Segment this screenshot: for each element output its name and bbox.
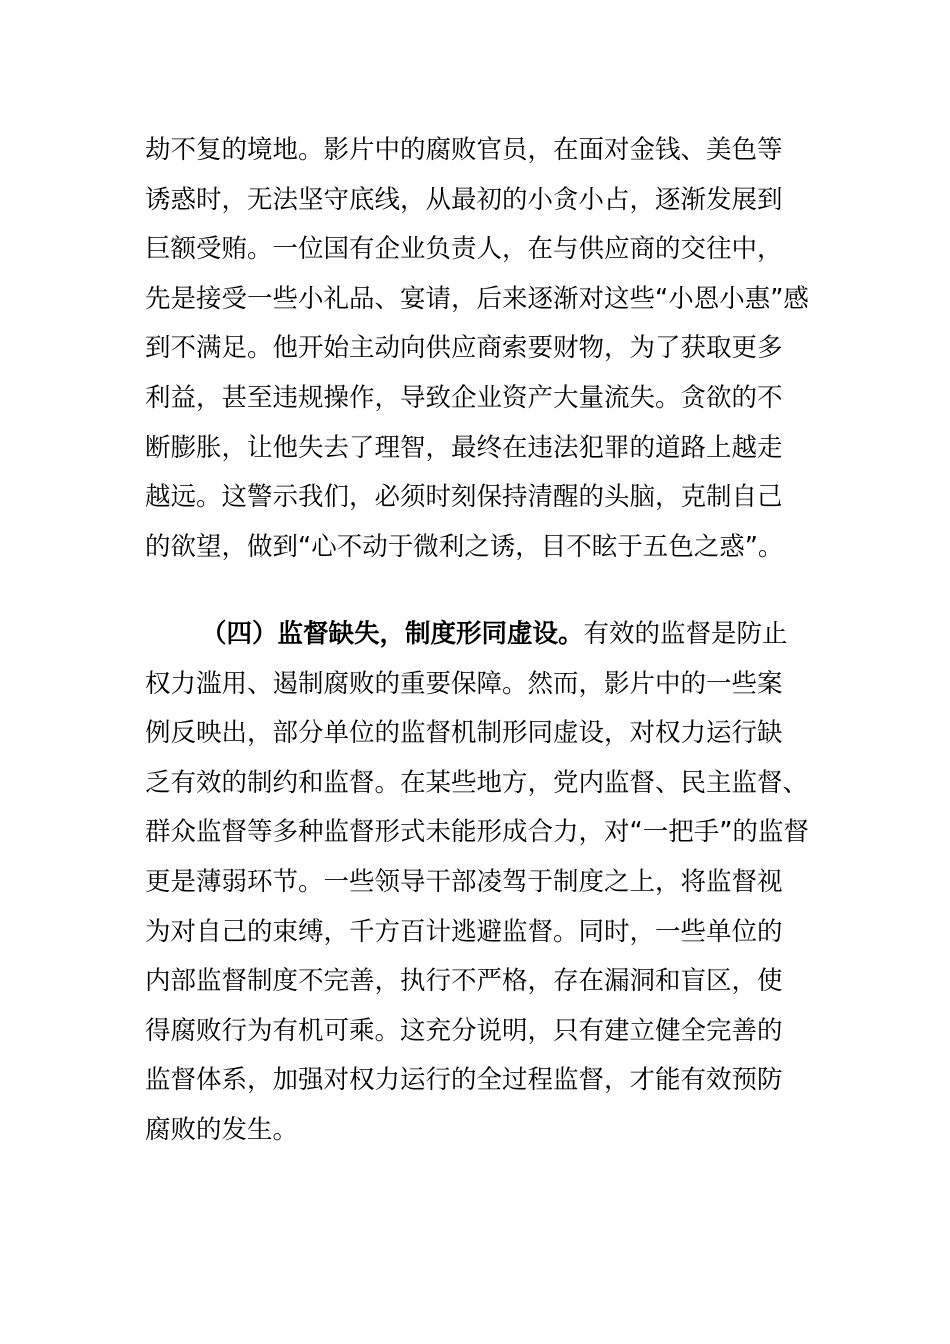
- text-line: 越远。这警示我们，必须时刻保持清醒的头脑，克制自己: [145, 482, 783, 513]
- text-line: 到不满足。他开始主动向供应商索要财物，为了获取更多: [145, 333, 783, 364]
- text-line: 群众监督等多种监督形式未能形成合力，对“一把手”的监督: [145, 817, 809, 848]
- text-line: 得腐败行为有机可乘。这充分说明，只有建立健全完善的: [145, 1015, 783, 1046]
- text-line: 内部监督制度不完善，执行不严格，存在漏洞和盲区，使: [145, 966, 783, 997]
- text-line: 腐败的发生。: [145, 1114, 299, 1145]
- text-line: 权力滥用、遏制腐败的重要保障。然而，影片中的一些案: [145, 668, 783, 699]
- paragraph-first-line: [145, 610, 805, 660]
- text-line: 劫不复的境地。影片中的腐败官员，在面对金钱、美色等: [145, 135, 783, 165]
- text-line: 乏有效的制约和监督。在某些地方，党内监督、民主监督、: [145, 767, 809, 798]
- text-line: 断膨胀，让他失去了理智，最终在违法犯罪的道路上越走: [145, 432, 783, 463]
- section-heading: （四）监督缺失，制度形同虚设。: [201, 619, 584, 649]
- text-line: 例反映出，部分单位的监督机制形同虚设，对权力运行缺: [145, 718, 783, 749]
- text-line: 更是薄弱环节。一些领导干部凌驾于制度之上，将监督视: [145, 866, 783, 897]
- body-paragraph-supervision: [145, 610, 809, 1156]
- text-run: 有效的监督是防止: [583, 619, 788, 649]
- text-line: 先是接受一些小礼品、宴请，后来逐渐对这些“小恩小惠”感: [145, 283, 809, 314]
- body-paragraph-greed: [145, 126, 809, 572]
- text-line: 的欲望，做到“心不动于微利之诱，目不眩于五色之惑”。: [145, 531, 784, 562]
- text-line: 监督体系，加强对权力运行的全过程监督，才能有效预防: [145, 1065, 783, 1096]
- text-line: 为对自己的束缚，千方百计逃避监督。同时，一些单位的: [145, 916, 783, 947]
- text-line: 利益，甚至违规操作，导致企业资产大量流失。贪欲的不: [145, 382, 783, 413]
- text-line: 巨额受贿。一位国有企业负责人，在与供应商的交往中，: [145, 234, 783, 265]
- text-line: 诱惑时，无法坚守底线，从最初的小贪小占，逐渐发展到: [145, 184, 783, 215]
